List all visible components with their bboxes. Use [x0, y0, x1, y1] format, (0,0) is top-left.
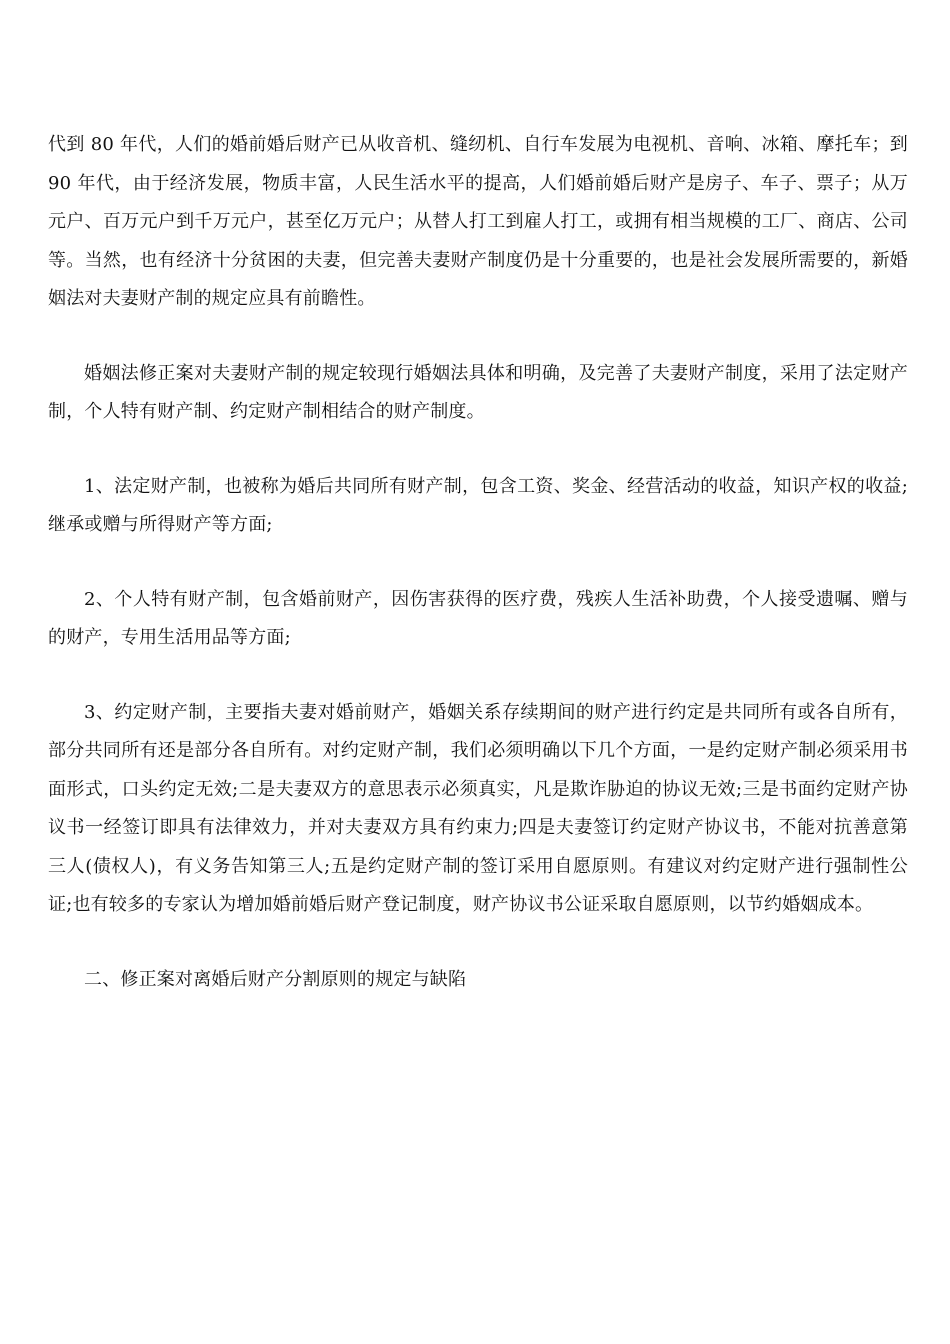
section-heading: 二、修正案对离婚后财产分割原则的规定与缺陷 [84, 968, 467, 990]
paragraph-amendment-overview: 婚姻法修正案对夫妻财产制的规定较现行婚姻法具体和明确，及完善了夫妻财产制度，采用了法定财产制，个人特有财产制、约定财产制相结合的财产制度。 [48, 362, 908, 422]
document-body [48, 126, 908, 999]
paragraph-statutory-property: 1、法定财产制，也被称为婚后共同所有财产制，包含工资、奖金、经营活动的收益，知识产权的收益;继承或赠与所得财产等方面; [48, 475, 908, 535]
paragraph-property-history: 代到 80 年代，人们的婚前婚后财产已从收音机、缝纫机、自行车发展为电视机、音响、冰箱、摩托车；到 90 年代，由于经济发展，物质丰富，人民生活水平的提高，人们婚前婚后财产是房子、车子、票子；从万元户、百万元户到千万元户，甚至亿万元户；从替人打工到雇人打工，或拥有相当规模的工厂、商店、公司等。当然，也有经济十分贫困的夫妻，但完善夫妻财产制度仍是十分重要的，也是社会发展所需要的，新婚姻法对夫妻财产制的规定应具有前瞻性。 [48, 134, 908, 309]
paragraph-personal-property: 2、个人特有财产制，包含婚前财产，因伤害获得的医疗费，残疾人生活补助费，个人接受遗嘱、赠与的财产，专用生活用品等方面; [48, 588, 908, 648]
paragraph-agreed-property: 3、约定财产制，主要指夫妻对婚前财产，婚姻关系存续期间的财产进行约定是共同所有或各自所有，部分共同所有还是部分各自所有。对约定财产制，我们必须明确以下几个方面，一是约定财产制必须采用书面形式，口头约定无效;二是夫妻双方的意思表示必须真实，凡是欺诈胁迫的协议无效;三是书面约定财产协议书一经签订即具有法律效力，并对夫妻双方具有约束力;四是夫妻签订约定财产协议书，不能对抗善意第三人(债权人)，有义务告知第三人;五是约定财产制的签订采用自愿原则。有建议对约定财产进行强制性公证;也有较多的专家认为增加婚前婚后财产登记制度，财产协议书公证采取自愿原则，以节约婚姻成本。 [48, 701, 908, 915]
